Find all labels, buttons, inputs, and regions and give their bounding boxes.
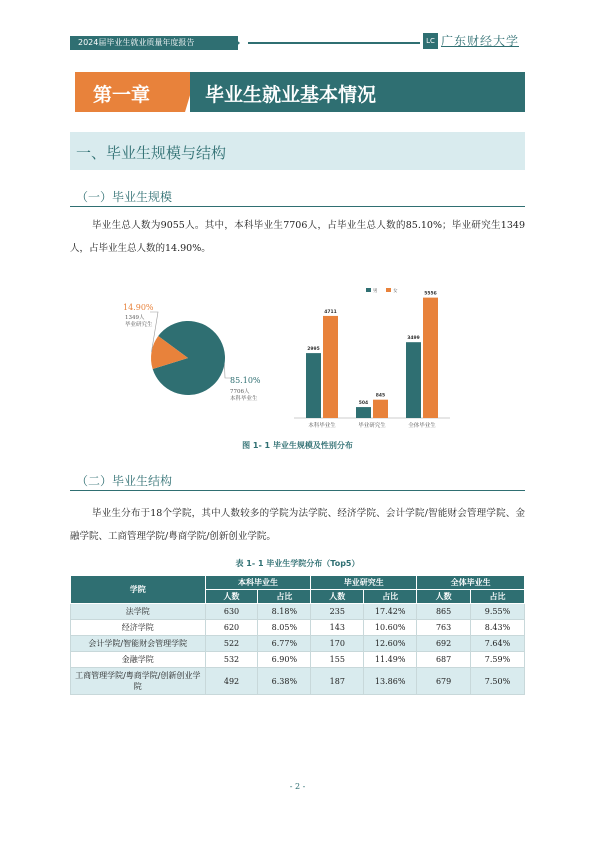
legend-label: 男 (373, 289, 378, 294)
header-group: 毕业研究生 (311, 576, 417, 590)
header-group: 本科毕业生 (205, 576, 311, 590)
scale-paragraph: 毕业生总人数为9055人。其中，本科毕业生7706人，占毕业生总人数的85.10%；毕业研究生1349人，占毕业生总人数的14.90%。 (70, 220, 525, 254)
bar-male (406, 342, 421, 418)
cell: 9.55% (471, 604, 525, 620)
figure-caption: 图 1- 1 毕业生规模及性别分布 (242, 441, 353, 450)
university-name: 广东财经大学 (441, 34, 520, 48)
bar-male (306, 353, 321, 418)
bar-category-label: 毕业研究生 (358, 423, 386, 429)
legend-swatch (366, 288, 371, 292)
header-rule (248, 42, 420, 44)
header-sub: 占比 (471, 590, 525, 604)
pie-count-label: 7706人 (230, 389, 250, 395)
header-group: 全体毕业生 (417, 576, 525, 590)
pie-count-label: 1349人 (125, 315, 145, 321)
table-caption: 表 1- 1 毕业生学院分布（Top5） (235, 559, 360, 568)
bar-male (356, 407, 371, 418)
bar-female (373, 400, 388, 418)
cell: 763 (417, 620, 471, 636)
subsection-rule (70, 206, 525, 207)
cell: 492 (205, 668, 258, 695)
table-row (71, 620, 525, 636)
subsection-rule (70, 490, 525, 491)
bar-value-label: 4711 (324, 309, 337, 315)
cell-college: 法学院 (71, 604, 206, 620)
header-band-tip (232, 36, 240, 50)
chapter-title: 毕业生就业基本情况 (205, 84, 377, 106)
cell: 532 (205, 652, 258, 668)
pie-chart (123, 303, 261, 402)
bar-value-label: 5556 (424, 291, 437, 297)
university-logo-icon: LC (423, 33, 438, 49)
cell: 10.60% (364, 620, 417, 636)
header-sub: 人数 (417, 590, 471, 604)
cell: 620 (205, 620, 258, 636)
bar-category-label: 全体毕业生 (408, 423, 436, 429)
legend-swatch (386, 288, 391, 292)
cell: 8.43% (471, 620, 525, 636)
bar-value-label: 504 (358, 401, 369, 407)
cell: 155 (311, 652, 364, 668)
cell: 865 (417, 604, 471, 620)
logo-underline (441, 46, 519, 50)
cell: 187 (311, 668, 364, 695)
cell: 630 (205, 604, 258, 620)
section-title: 一、毕业生规模与结构 (76, 144, 227, 162)
bar-value-label: 3499 (407, 336, 420, 342)
bar-value-label: 2995 (307, 347, 320, 353)
bar-female (323, 316, 338, 418)
subsection-title-structure: （二）毕业生结构 (76, 474, 173, 488)
cell: 143 (311, 620, 364, 636)
scale-charts (70, 280, 525, 435)
cell-college: 会计学院/智能财会管理学院 (71, 636, 206, 652)
table-row (71, 668, 525, 695)
cell: 6.90% (258, 652, 311, 668)
cell: 12.60% (364, 636, 417, 652)
pie-category-label: 本科毕业生 (230, 396, 258, 402)
cell: 13.86% (364, 668, 417, 695)
structure-paragraph: 毕业生分布于18个学院，其中人数较多的学院为法学院、经济学院、会计学院/智能财会管理学院、金融学院、工商管理学院/粤商学院/创新创业学院。 (70, 508, 525, 542)
header-sub: 人数 (311, 590, 364, 604)
cell: 7.59% (471, 652, 525, 668)
bar-female (423, 298, 438, 418)
header-sub: 人数 (205, 590, 258, 604)
pie-percent-label: 85.10% (230, 376, 261, 385)
page-number: - 2 - (289, 782, 306, 791)
cell: 7.50% (471, 668, 525, 695)
cell: 235 (311, 604, 364, 620)
cell: 170 (311, 636, 364, 652)
subsection-title-scale: （一）毕业生规模 (76, 190, 173, 204)
bar-category-label: 本科毕业生 (308, 423, 336, 429)
legend-label: 女 (393, 289, 398, 294)
cell: 522 (205, 636, 258, 652)
cell: 692 (417, 636, 471, 652)
pie-percent-label: 14.90% (123, 303, 154, 312)
cell-college: 金融学院 (71, 652, 206, 668)
chapter-number: 第一章 (93, 84, 151, 106)
pie-category-label: 毕业研究生 (125, 322, 153, 328)
header-sub: 占比 (364, 590, 417, 604)
cell-college: 工商管理学院/粤商学院/创新创业学院 (71, 668, 206, 695)
cell: 6.77% (258, 636, 311, 652)
cell: 8.05% (258, 620, 311, 636)
cell: 8.18% (258, 604, 311, 620)
header-sub: 占比 (258, 590, 311, 604)
cell: 17.42% (364, 604, 417, 620)
report-title: 2024届毕业生就业质量年度报告 (78, 38, 195, 47)
table-row (71, 636, 525, 652)
cell: 679 (417, 668, 471, 695)
cell: 687 (417, 652, 471, 668)
table-row (71, 652, 525, 668)
cell: 11.49% (364, 652, 417, 668)
cell: 6.38% (258, 668, 311, 695)
cell-college: 经济学院 (71, 620, 206, 636)
bar-chart (294, 287, 450, 429)
header-college: 学院 (71, 576, 206, 604)
cell: 7.64% (471, 636, 525, 652)
table-row (71, 604, 525, 620)
college-distribution-table (70, 575, 525, 695)
bar-value-label: 845 (375, 393, 386, 399)
